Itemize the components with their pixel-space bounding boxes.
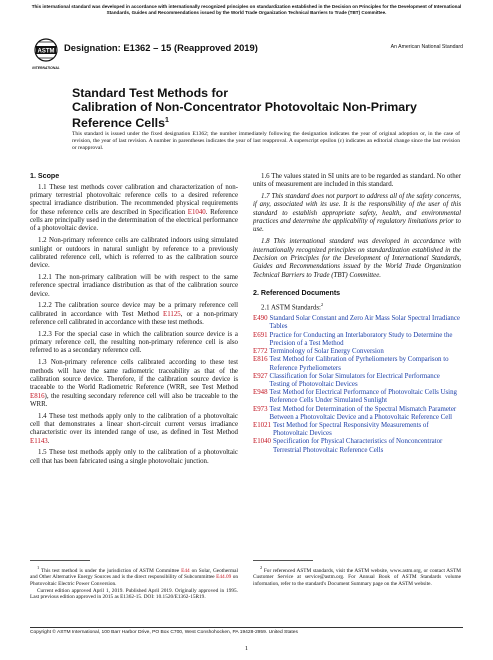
footnote-marker-2[interactable]: 2 bbox=[320, 301, 324, 307]
text: 1.4 These test methods apply only to the calibration of a photovoltaic cell that demonstrates a linear short-circuit current versus irradiance characteristic over its intended range of use, as defined in Test Method bbox=[30, 412, 238, 437]
reference-title-link[interactable]: Test Method for Calibration of Pyrheliometers by Comparison to Reference Pyrheliometers bbox=[269, 356, 449, 372]
text: on Solar, Geothermal and Other Alternative Energy Sources and is the direct responsibility of Subcommittee bbox=[30, 567, 238, 581]
astm-logo-icon bbox=[34, 38, 58, 74]
paragraph-1-2-2 bbox=[30, 302, 238, 327]
astm-standards-label bbox=[253, 301, 461, 313]
footnote-1 bbox=[30, 565, 238, 601]
left-column bbox=[30, 172, 238, 466]
reference-list bbox=[253, 315, 461, 454]
paragraph-1-2-3: 1.2.3 For the special case in which the calibration source device is a primary reference cell, the resulting non-primary reference cell is also referred to as a secondary reference cell. bbox=[30, 330, 238, 355]
reference-title-link[interactable]: Practice for Conducting an Interlaboratory Study to Determine the Precision of a Test Method bbox=[269, 331, 453, 347]
text: 1.3 Non-primary reference cells calibrated according to these test methods will have the same radiometric traceability as that of the calibration source device. Therefore, if the calibration source device is traceable to the World Radiometric Reference (WRR, see Test Method bbox=[30, 359, 238, 392]
section-heading-referenced-documents: 2. Referenced Documents bbox=[253, 288, 341, 297]
footnote-1-edition: Current edition approved April 1, 2019. Published April 2019. Originally approved in 1995. Last previous edition approved in 2015 as E1362-15. DOI: 10.1520/E1362-15R19. bbox=[30, 587, 238, 601]
issuance-note: This standard is issued under the fixed designation E1362; the number immediately following the designation indicates the year of original adoption or, in the case of revision, the year of last revision. A number in parentheses indicates the year of last reapproval. A superscript epsilon (ε) indicates an editorial change since the last revision or reapproval. bbox=[72, 131, 460, 151]
link-e44[interactable]: E44 bbox=[181, 567, 190, 574]
reference-code-link[interactable]: E1040 bbox=[253, 438, 271, 446]
title-footnote-marker[interactable]: 1 bbox=[164, 117, 169, 124]
reference-code-link[interactable]: E927 bbox=[253, 372, 268, 380]
footnote-divider-left bbox=[30, 560, 90, 561]
link-e816[interactable]: E816 bbox=[30, 392, 45, 400]
paragraph-1-1 bbox=[30, 184, 238, 234]
paragraph-1-4 bbox=[30, 413, 238, 446]
reference-item[interactable] bbox=[253, 438, 461, 454]
footnote-2 bbox=[253, 565, 461, 588]
paragraph-1-2: 1.2 Non-primary reference cells are calibrated indoors using simulated sunlight or outdoors in natural sunlight by reference to a previously calibrated reference cell, which is referred to as the calibration source device. bbox=[30, 237, 238, 270]
paragraph-1-3 bbox=[30, 359, 238, 409]
link-e1125[interactable]: E1125 bbox=[163, 310, 181, 318]
reference-title-link[interactable]: Specification for Physical Characteristics of Nonconcentrator Terrestrial Photovoltaic Reference Cells bbox=[273, 438, 443, 454]
reference-code-link[interactable]: E816 bbox=[253, 356, 268, 364]
page-number: 1 bbox=[244, 645, 249, 652]
footnote-1-marker: 1 bbox=[37, 565, 40, 570]
text: , or a non-primary reference cell calibrated in accordance with these test methods. bbox=[30, 310, 238, 327]
top-notice: This international standard was developed in accordance with internationally recognized principles on standardization established in the Decision on Principles for the Development of International Standards, Guides and Recommendations issued by the World Trade Organization Technical Barriers to Trade (TBT) Committee. bbox=[31, 4, 462, 15]
paragraph-1-2-1: 1.2.1 The non-primary calibration will be with respect to the same reference spectral irradiance distribution as that of the calibration source device. bbox=[30, 273, 238, 298]
reference-title-link[interactable]: Test Method for Electrical Performance of Photovoltaic Cells Using Reference Cells Under Simulated Sunlight bbox=[269, 389, 457, 405]
link-e1040[interactable]: E1040 bbox=[187, 208, 206, 216]
text: 1.2.2 The calibration source device may be a primary reference cell calibrated in accordance with Test Method bbox=[30, 302, 238, 318]
title-line-3-text: Reference Cells bbox=[72, 116, 165, 131]
paragraph-1-5: 1.5 These test methods apply only to the calibration of a photovoltaic cell that has been fabricated using a single photovoltaic junction. bbox=[30, 449, 238, 465]
footnote-divider-right bbox=[253, 560, 313, 561]
text: 1.1 These test methods cover calibration and characterization of non-primary terrestrial photovoltaic reference cells to a desired reference spectral irradiance distribution. The recommended physical requirements for these reference cells are described in Specification bbox=[30, 183, 238, 216]
reference-title-link[interactable]: Test Method for Spectral Responsivity Measurements of Photovoltaic Devices bbox=[273, 421, 429, 438]
text: For referenced ASTM standards, visit the ASTM website, www.astm.org, or contact ASTM Customer Service at service@astm.org. For Annual Book of ASTM Standards volume information, refer to the standard's Document Summary page on the ASTM website. bbox=[253, 567, 462, 587]
reference-item[interactable] bbox=[253, 315, 461, 331]
reference-item[interactable] bbox=[253, 348, 461, 356]
designation: Designation: E1362 – 15 (Reapproved 2019) bbox=[64, 42, 258, 53]
reference-title-link[interactable]: Terminology of Solar Energy Conversion bbox=[269, 348, 384, 356]
link-e1143[interactable]: E1143 bbox=[30, 437, 48, 445]
text: . bbox=[47, 437, 50, 445]
ansi-label: An American National Standard bbox=[390, 44, 463, 50]
reference-item[interactable] bbox=[253, 332, 461, 348]
reference-item[interactable] bbox=[253, 373, 461, 389]
title-line-2: Calibration of Non-Concentrator Photovoltaic Non-Primary bbox=[72, 100, 417, 114]
text: . Reference cells are principally used in the determination of the electrical performance of a photovoltaic device. bbox=[30, 208, 238, 233]
title-line-3 bbox=[72, 114, 432, 130]
paragraph-1-6: 1.6 The values stated in SI units are to be regarded as standard. No other units of measurement are included in this standard. bbox=[253, 173, 461, 189]
text: on Photovoltaic Electric Power Conversion. bbox=[30, 574, 238, 587]
svg-text:ASTM: ASTM bbox=[37, 48, 55, 55]
reference-title-link[interactable]: Classification for Solar Simulators for Electrical Performance Testing of Photovoltaic Devices bbox=[269, 372, 440, 388]
reference-title-link[interactable]: Test Method for Determination of the Spectral Mismatch Parameter Between a Photovoltaic Device and a Photovoltaic Reference Cell bbox=[269, 405, 457, 421]
right-column bbox=[253, 173, 461, 455]
reference-code-link[interactable]: E1021 bbox=[253, 421, 271, 429]
link-e44-09[interactable]: E44.09 bbox=[216, 574, 232, 581]
copyright-line: Copyright © ASTM International, 100 Barr Harbor Drive, PO Box C700, West Conshohocken, PA 19428-2959. United States bbox=[30, 630, 298, 635]
reference-code-link[interactable]: E490 bbox=[253, 315, 268, 323]
reference-code-link[interactable]: E691 bbox=[253, 331, 268, 339]
footnote-2-marker: 2 bbox=[260, 565, 263, 570]
reference-code-link[interactable]: E973 bbox=[253, 405, 268, 413]
text: 2.1 ASTM Standards: bbox=[261, 303, 321, 311]
reference-title-link[interactable]: Standard Solar Constant and Zero Air Mass Solar Spectral Irradiance Tables bbox=[269, 315, 460, 331]
reference-item[interactable] bbox=[253, 356, 461, 372]
reference-code-link[interactable]: E772 bbox=[253, 348, 268, 356]
paragraph-1-8: 1.8 This international standard was developed in accordance with internationally recognized principles on standardization established in the Decision on Principles for the Development of International Standards, Guides and Recommendations issued by the World Trade Organization Technical Barriers to Trade (TBT) Committee. bbox=[253, 238, 461, 279]
section-heading-scope: 1. Scope bbox=[30, 172, 60, 180]
title-line-1: Standard Test Methods for bbox=[72, 86, 229, 100]
reference-item[interactable] bbox=[253, 422, 461, 438]
reference-item[interactable] bbox=[253, 406, 461, 422]
paragraph-1-7: 1.7 This standard does not purport to address all of the safety concerns, if any, associated with its use. It is the responsibility of the user of this standard to establish appropriate safety, health, and environmental practices and determine the applicability of regulatory limitations prior to use. bbox=[253, 193, 461, 234]
text: ), the resulting secondary reference cell will also be traceable to the WRR. bbox=[30, 392, 238, 408]
document-title bbox=[72, 86, 432, 130]
bottom-divider bbox=[30, 627, 463, 628]
reference-item[interactable] bbox=[253, 389, 461, 405]
reference-code-link[interactable]: E948 bbox=[253, 389, 268, 397]
text: This test method is under the jurisdiction of ASTM Committee bbox=[41, 567, 182, 574]
logo-text: INTERNATIONAL bbox=[32, 66, 60, 70]
